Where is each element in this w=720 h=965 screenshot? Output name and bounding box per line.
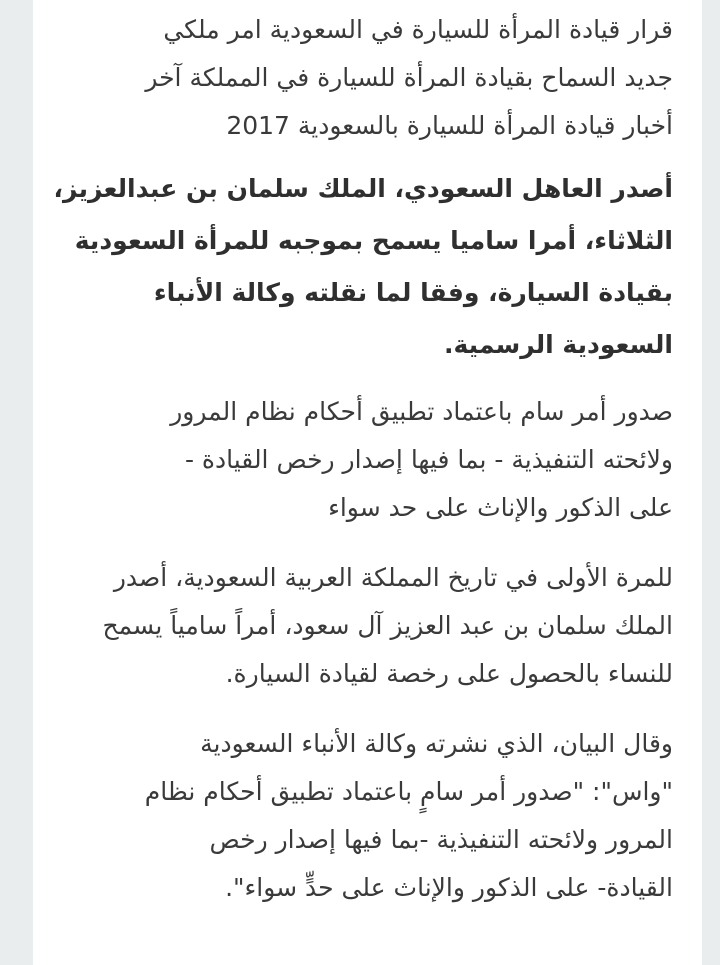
body-paragraph xyxy=(53,388,673,532)
lead-line: الثلاثاء، أمرا ساميا يسمح بموجبه للمرأة السعودية xyxy=(74,226,673,255)
body-line: للنساء بالحصول على رخصة لقيادة السيارة. xyxy=(225,659,673,688)
intro-line: جديد السماح بقيادة المرأة للسيارة في المملكة آخر xyxy=(145,63,673,92)
intro-paragraph xyxy=(53,0,673,150)
body-line: على الذكور والإناث على حد سواء xyxy=(328,493,673,522)
quote-paragraph xyxy=(53,720,673,912)
body-paragraph xyxy=(53,554,673,698)
quote-line: القيادة- على الذكور والإناث على حدٍّ سواء". xyxy=(225,873,673,902)
body-line: للمرة الأولى في تاريخ المملكة العربية السعودية، أصدر xyxy=(113,563,673,592)
article-body xyxy=(33,0,702,965)
lead-line: بقيادة السيارة، وفقا لما نقلته وكالة الأنباء xyxy=(153,278,673,307)
lead-line: أصدر العاهل السعودي، الملك سلمان بن عبدالعزيز، xyxy=(53,174,673,203)
quote-line: وقال البيان، الذي نشرته وكالة الأنباء السعودية xyxy=(200,729,673,758)
quote-line: "واس": "صدور أمر سامٍ باعتماد تطبيق أحكام نظام xyxy=(144,777,673,806)
lead-line: السعودية الرسمية. xyxy=(444,330,673,359)
body-line: ولائحته التنفيذية - بما فيها إصدار رخص القيادة - xyxy=(184,445,673,474)
lead-paragraph xyxy=(53,163,673,371)
body-line: الملك سلمان بن عبد العزيز آل سعود، أمراً سامياً يسمح xyxy=(102,611,673,640)
quote-line: المرور ولائحته التنفيذية -بما فيها إصدار رخص xyxy=(209,825,673,854)
body-line: صدور أمر سام باعتماد تطبيق أحكام نظام المرور xyxy=(170,397,673,426)
intro-line: أخبار قيادة المرأة للسيارة بالسعودية 2017 xyxy=(226,111,673,140)
intro-line: قرار قيادة المرأة للسيارة في السعودية امر ملكي xyxy=(163,15,673,44)
